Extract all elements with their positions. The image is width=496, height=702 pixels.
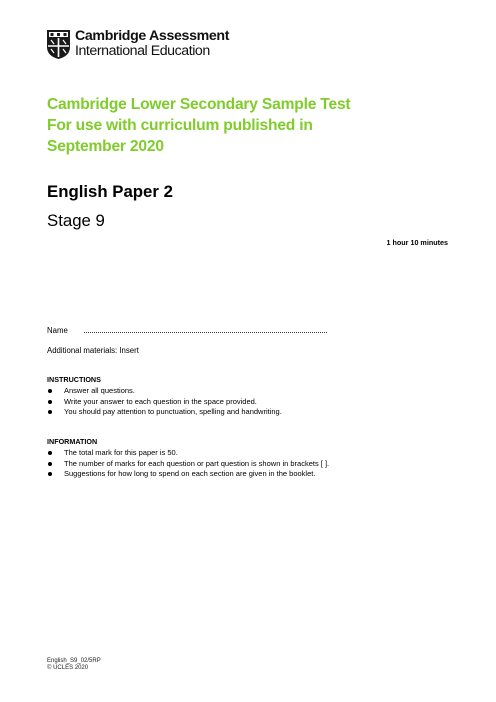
information-text: Suggestions for how long to spend on each section are given in the booklet. [64, 469, 316, 478]
information-text: The total mark for this paper is 50. [64, 448, 178, 457]
list-item [47, 459, 329, 470]
paper-title: English Paper 2 [47, 182, 173, 201]
information-list [47, 448, 329, 480]
list-item [47, 469, 329, 480]
bullet-icon [48, 462, 52, 466]
instruction-text: Write your answer to each question in the space provided. [64, 396, 257, 406]
list-item [47, 407, 282, 418]
information-heading: INFORMATION [47, 437, 98, 446]
instructions-heading: INSTRUCTIONS [47, 375, 101, 384]
name-label: Name [47, 326, 68, 335]
name-dotted-line[interactable] [84, 325, 327, 333]
page-footer [47, 658, 101, 672]
information-text: The number of marks for each question or part question is shown in brackets [ ]. [64, 458, 330, 468]
instructions-list [47, 386, 282, 418]
instruction-text: You should pay attention to punctuation, spelling and handwriting. [64, 407, 282, 416]
paper-code: English_S9_02/5RP [47, 658, 101, 664]
list-item [47, 397, 282, 408]
headline-line-3: September 2020 [47, 138, 164, 155]
shield-crest-icon [46, 29, 71, 60]
logo-line-2: International Education [75, 43, 210, 59]
copyright: © UCLES 2020 [47, 665, 89, 671]
instructions-section [47, 375, 282, 418]
instruction-text: Answer all questions. [64, 386, 135, 395]
stage-label: Stage 9 [47, 211, 105, 230]
bullet-icon [48, 472, 52, 476]
list-item [47, 386, 282, 397]
headline-line-1: Cambridge Lower Secondary Sample Test [47, 96, 351, 113]
additional-materials: Additional materials: Insert [47, 346, 139, 355]
bullet-icon [48, 451, 52, 455]
name-field-row [47, 325, 327, 335]
information-section [47, 437, 329, 480]
logo-line-1: Cambridge Assessment [75, 28, 230, 44]
cambridge-logo [46, 29, 229, 61]
bullet-icon [48, 389, 52, 393]
bullet-icon [48, 400, 52, 404]
test-headline [47, 94, 427, 157]
duration-label: 1 hour 10 minutes [386, 238, 448, 247]
bullet-icon [48, 410, 52, 414]
list-item [47, 448, 329, 459]
headline-line-2: For use with curriculum published in [47, 117, 313, 134]
